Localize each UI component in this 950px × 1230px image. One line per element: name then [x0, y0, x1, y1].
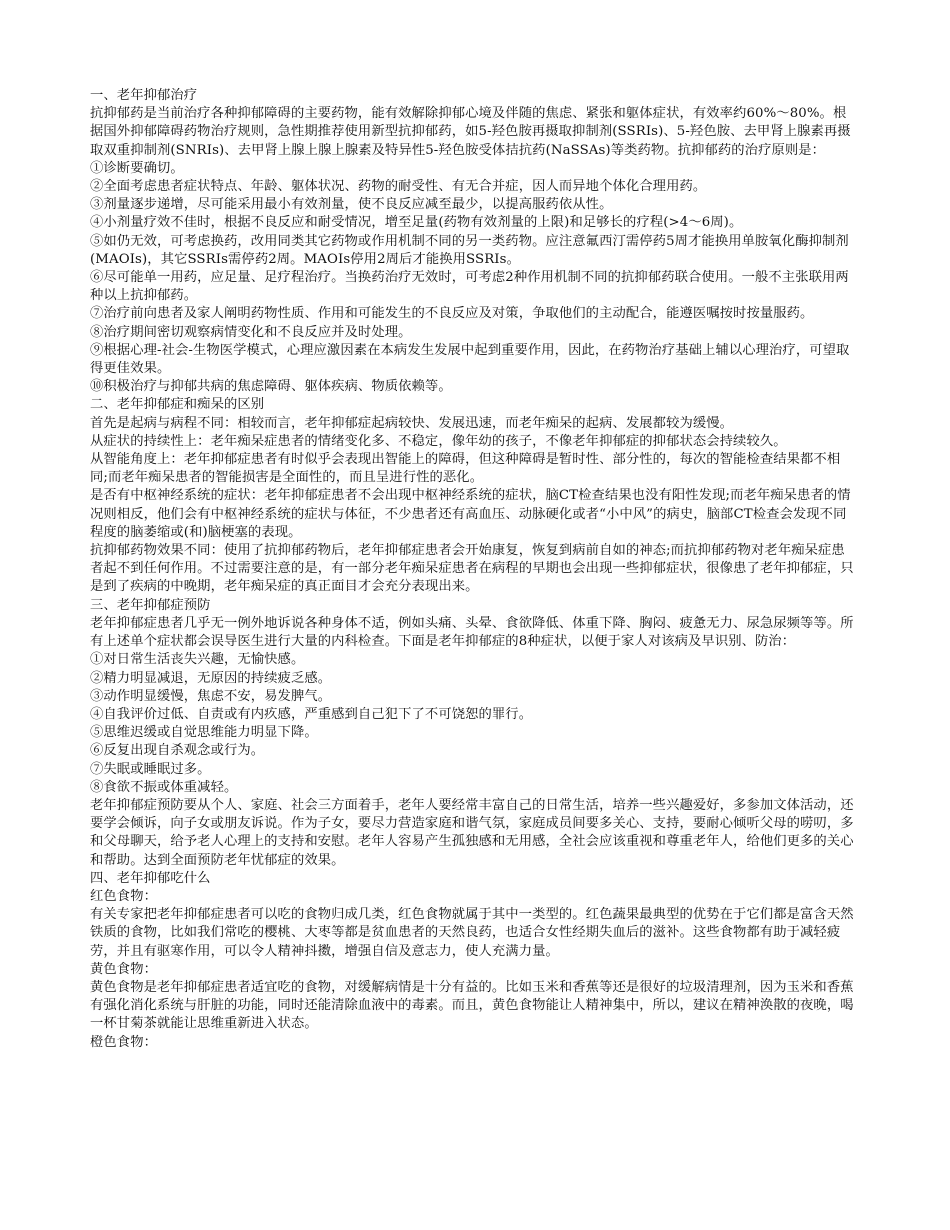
section-heading: 二、老年抑郁症和痴呆的区别 [90, 397, 265, 413]
list-item: ③动作明显缓慢，焦虑不安，易发脾气。 [90, 688, 332, 704]
paragraph: 老年抑郁症预防要从个人、家庭、社会三方面着手，老年人要经常丰富自己的日常生活，培养一些兴趣爱好，多参加文体活动，还要学会倾诉，向子女或朋友诉说。作为子女，要尽力营造家庭和谐气氛，家庭成员间要多关心、支持，要耐心倾听父母的唠叨，多和父母聊天，给予老人心理上的支持和安慰。老年人容易产生孤独感和无用感，全社会应该重视和尊重老年人，给他们更多的关心和帮助。达到全面预防老年忧郁症的效果。 [90, 797, 854, 868]
list-item: ④小剂量疗效不佳时，根据不良反应和耐受情况，增至足量(药物有效剂量的上限)和足够长的疗程(>4～6周)。 [90, 215, 743, 231]
list-item: ⑤如仍无效，可考虑换药，改用同类其它药物或作用机制不同的另一类药物。应注意氟西汀需停药5周才能换用单胺氧化酶抑制剂(MAOIs)，其它SSRIs需停药2周。MAOIs停用2周后才能换用SSRIs。 [90, 233, 849, 267]
list-item: ⑩积极治疗与抑郁共病的焦虑障碍、躯体疾病、物质依赖等。 [90, 379, 452, 395]
paragraph: 抗抑郁药物效果不同：使用了抗抑郁药物后，老年抑郁症患者会开始康复，恢复到病前自如的神态;而抗抑郁药物对老年痴呆症患者起不到任何作用。不过需要注意的是，有一部分老年痴呆症患者在病程的早期也会出现一些抑郁症状，很像患了老年抑郁症，只是到了疾病的中晚期，老年痴呆症的真正面目才会充分表现出来。 [90, 543, 854, 595]
paragraph: 黄色食物是老年抑郁症患者适宜吃的食物，对缓解病情是十分有益的。比如玉米和香蕉等还是很好的垃圾清理剂，因为玉米和香蕉有强化消化系统与肝脏的功能，同时还能清除血液中的毒素。而且，黄色食物能让人精神集中，所以，建议在精神涣散的夜晚，喝一杯甘菊茶就能让思维重新进入状态。 [90, 979, 854, 1032]
paragraph: 有关专家把老年抑郁症患者可以吃的食物归成几类，红色食物就属于其中一类型的。红色蔬果最典型的优势在于它们都是富含天然铁质的食物，比如我们常吃的樱桃、大枣等都是贫血患者的天然良药，也适合女性经期失血后的滋补。这些食物都有助于减轻疲劳，并且有驱寒作用，可以令人精神抖擞，增强自信及意志力，使人充满力量。 [90, 907, 854, 959]
paragraph: 老年抑郁症患者几乎无一例外地诉说各种身体不适，例如头痛、头晕、食欲降低、体重下降、胸闷、疲惫无力、尿急尿频等等。所有上述单个症状都会误导医生进行大量的内科检查。下面是老年抑郁症的8种症状，以便于家人对该病及早识别、防治： [90, 615, 854, 650]
list-item: ⑥尽可能单一用药，应足量、足疗程治疗。当换药治疗无效时，可考虑2种作用机制不同的抗抑郁药联合使用。一般不主张联用两种以上抗抑郁药。 [90, 270, 849, 304]
section-heading: 三、老年抑郁症预防 [90, 597, 211, 613]
list-item: ⑧治疗期间密切观察病情变化和不良反应并及时处理。 [90, 324, 412, 340]
paragraph: 从智能角度上：老年抑郁症患者有时似乎会表现出智能上的障碍，但这种障碍是暂时性、部分性的，每次的智能检查结果都不相同;而老年痴呆患者的智能损害是全面性的，而且呈进行性的恶化。 [90, 452, 841, 486]
list-item: ⑥反复出现自杀观念或行为。 [90, 743, 265, 759]
subheading: 橙色食物： [90, 1034, 157, 1050]
list-item: ⑨根据心理-社会-生物医学模式，心理应激因素在本病发生发展中起到重要作用，因此，在药物治疗基础上辅以心理治疗，可望取得更佳效果。 [90, 342, 850, 377]
list-item: ①对日常生活丧失兴趣，无愉快感。 [90, 652, 305, 668]
list-item: ⑧食欲不振或体重减轻。 [90, 779, 238, 795]
list-item: ②精力明显减退，无原因的持续疲乏感。 [90, 670, 332, 686]
section-heading: 四、老年抑郁吃什么 [90, 870, 211, 886]
paragraph: 抗抑郁药是当前治疗各种抑郁障碍的主要药物，能有效解除抑郁心境及伴随的焦虑、紧张和躯体症状，有效率约60%～80%。根据国外抑郁障碍药物治疗规则，急性期推荐使用新型抗抑郁药，如5-羟色胺再摄取抑制剂(SSRIs)、5-羟色胺、去甲肾上腺素再摄取双重抑制剂(SNRIs)、去甲肾上腺上腺上腺素及特异性5-羟色胺受体拮抗药(NaSSAs)等类药物。抗抑郁药的治疗原则是： [90, 106, 851, 158]
list-item: ⑦失眠或睡眠过多。 [90, 761, 211, 777]
paragraph: 从症状的持续性上：老年痴呆症患者的情绪变化多、不稳定，像年幼的孩子，不像老年抑郁症的抑郁状态会持续较久。 [90, 433, 787, 449]
subheading: 红色食物： [90, 888, 157, 904]
section-heading: 一、老年抑郁治疗 [90, 88, 198, 103]
paragraph: 是否有中枢神经系统的症状：老年抑郁症患者不会出现中枢神经系统的症状，脑CT检查结果也没有阳性发现;而老年痴呆患者的情况则相反，他们会有中枢神经系统的症状与体征，不少患者还有高血压、动脉硬化或者“小中风”的病史，脑部CT检查会发现不同程度的脑萎缩或(和)脑梗塞的表现。 [90, 488, 851, 540]
document-body [90, 87, 858, 1052]
paragraph: 首先是起病与病程不同：相较而言，老年抑郁症起病较快、发展迅速，而老年痴呆的起病、发展都较为缓慢。 [90, 415, 734, 431]
list-item: ①诊断要确切。 [90, 160, 184, 176]
list-item: ④自我评价过低、自责或有内疚感，严重感到自己犯下了不可饶恕的罪行。 [90, 706, 533, 722]
list-item: ③剂量逐步递增，尽可能采用最小有效剂量，使不良反应减至最少，以提高服药依从性。 [90, 197, 613, 213]
subheading: 黄色食物： [90, 961, 157, 977]
list-item: ②全面考虑患者症状特点、年龄、躯体状况、药物的耐受性、有无合并症，因人而异地个体化合理用药。 [90, 179, 707, 195]
list-item: ⑤思维迟缓或自觉思维能力明显下降。 [90, 725, 318, 741]
list-item: ⑦治疗前向患者及家人阐明药物性质、作用和可能发生的不良反应及对策，争取他们的主动配合，能遵医嘱按时按量服药。 [90, 306, 814, 322]
